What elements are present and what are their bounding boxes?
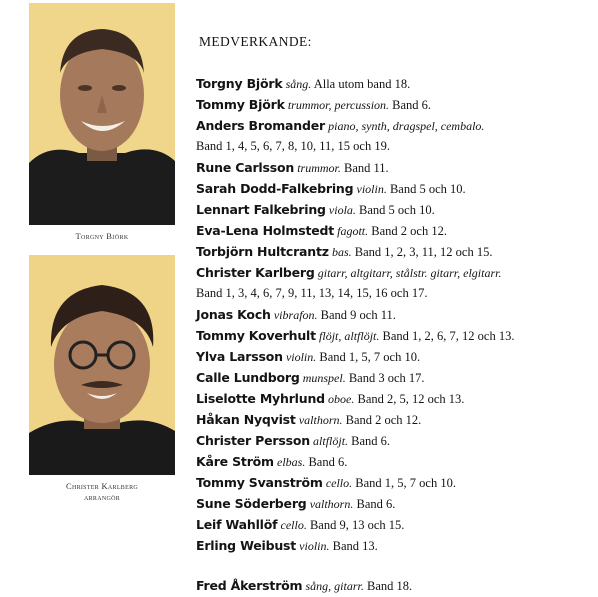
photo-caption-torgny-bjork: Torgny Björk [75,231,129,241]
musician-name: Torbjörn Hultcrantz [196,244,329,259]
credit-line [196,535,591,556]
musician-name: Christer Persson [196,433,310,448]
bands: Band 1, 5, 7 och 10. [319,350,421,364]
instruments: trummor. [297,161,341,175]
instruments: violin. [356,182,387,196]
bands: Alla utom band 18. [313,77,411,91]
credit-line-continued [196,283,591,304]
instruments: valthorn. [309,497,354,511]
instruments: sång. [285,77,312,91]
credit-line [196,241,591,262]
credits-list [196,34,591,596]
musician-name: Jonas Koch [196,307,271,322]
bands: Band 11. [344,161,389,175]
credit-line [196,472,591,493]
bands: Band 1, 5, 7 och 10. [355,476,456,490]
credit-line [196,157,591,178]
credits-heading: MEDVERKANDE: [199,34,312,49]
bands: Band 2 och 12. [371,224,447,238]
instruments: oboe. [328,392,355,406]
instruments: vibrafon. [273,308,318,322]
bands: Band 5 och 10. [359,203,435,217]
musician-name: Leif Wahllöf [196,517,278,532]
instruments: fagott. [337,224,369,238]
bands: Band 1, 4, 5, 6, 7, 8, 10, 11, 15 och 19. [196,139,390,153]
credit-line [196,262,591,283]
credit-line [196,325,591,346]
musician-name: Tommy Björk [196,97,285,112]
credit-line [196,94,591,115]
credit-line [196,430,591,451]
spacer [196,556,591,575]
credit-line [196,304,591,325]
portrait-photo-christer-karlberg [29,255,175,475]
instruments: violin. [299,539,330,553]
instruments: sång, gitarr. [305,579,364,593]
instruments: elbas. [277,455,306,469]
credit-line [196,451,591,472]
bands: Band 5 och 10. [389,182,466,196]
bands: Band 6. [308,455,348,469]
musician-name: Tommy Koverhult [196,328,316,343]
credit-line [196,115,591,136]
bands: Band 1, 2, 3, 11, 12 och 15. [354,245,493,259]
portrait-photo-torgny-bjork [29,3,175,225]
musician-name: Liselotte Myhrlund [196,391,325,406]
credit-line [196,514,591,535]
credit-line-continued [196,136,591,157]
bands: Band 2, 5, 12 och 13. [357,392,465,406]
credit-line [196,409,591,430]
bands: Band 18. [366,579,413,593]
bands: Band 13. [332,539,378,553]
bands: Band 9, 13 och 15. [309,518,405,532]
musician-name: Kåre Ström [196,454,274,469]
bands: Band 6. [351,434,391,448]
musician-name: Sune Söderberg [196,496,307,511]
musician-name: Christer Karlberg [196,265,315,280]
musician-name: Lennart Falkebring [196,202,326,217]
credit-line [196,199,591,220]
musician-name: Håkan Nyqvist [196,412,296,427]
credit-line [196,388,591,409]
credit-line [196,220,591,241]
musician-name: Ylva Larsson [196,349,283,364]
credit-line [196,346,591,367]
bands: Band 6. [356,497,396,511]
musician-name: Rune Carlsson [196,160,295,175]
instruments: flöjt, altflöjt. [319,329,380,343]
instruments: viola. [328,203,356,217]
credit-line [196,73,591,94]
bands: Band 1, 2, 6, 7, 12 och 13. [382,329,515,343]
guest-credit-line [196,575,591,596]
instruments: gitarr, altgitarr, stålstr. gitarr, elgitarr. [317,266,502,280]
bands: Band 2 och 12. [345,413,422,427]
instruments: trummor, percussion. [287,98,390,112]
musician-name: Torgny Björk [196,76,283,91]
caption-name: Christer Karlberg [65,481,139,491]
bands: Band 1, 3, 4, 6, 7, 9, 11, 13, 14, 15, 16 och 17. [196,286,428,300]
musician-name: Erling Weibust [196,538,297,553]
musician-name: Anders Bromander [196,118,325,133]
musician-name: Tommy Svanström [196,475,323,490]
photo-caption-christer-karlberg [24,481,180,503]
caption-role: arrangör [83,492,121,502]
credit-line [196,367,591,388]
musician-name: Fred Åkerström [196,578,303,593]
musician-name: Eva-Lena Holmstedt [196,223,335,238]
instruments: cello. [325,476,353,490]
instruments: bas. [331,245,352,259]
credit-line [196,178,591,199]
instruments: piano, synth, dragspel, cembalo. [328,119,485,133]
instruments: munspel. [302,371,346,385]
instruments: altflöjt. [313,434,349,448]
instruments: violin. [285,350,317,364]
instruments: valthorn. [298,413,343,427]
bands: Band 9 och 11. [320,308,396,322]
bands: Band 3 och 17. [348,371,425,385]
musician-name: Calle Lundborg [196,370,300,385]
credit-line [196,493,591,514]
musician-name: Sarah Dodd-Falkebring [196,181,354,196]
instruments: cello. [280,518,307,532]
bands: Band 6. [392,98,432,112]
